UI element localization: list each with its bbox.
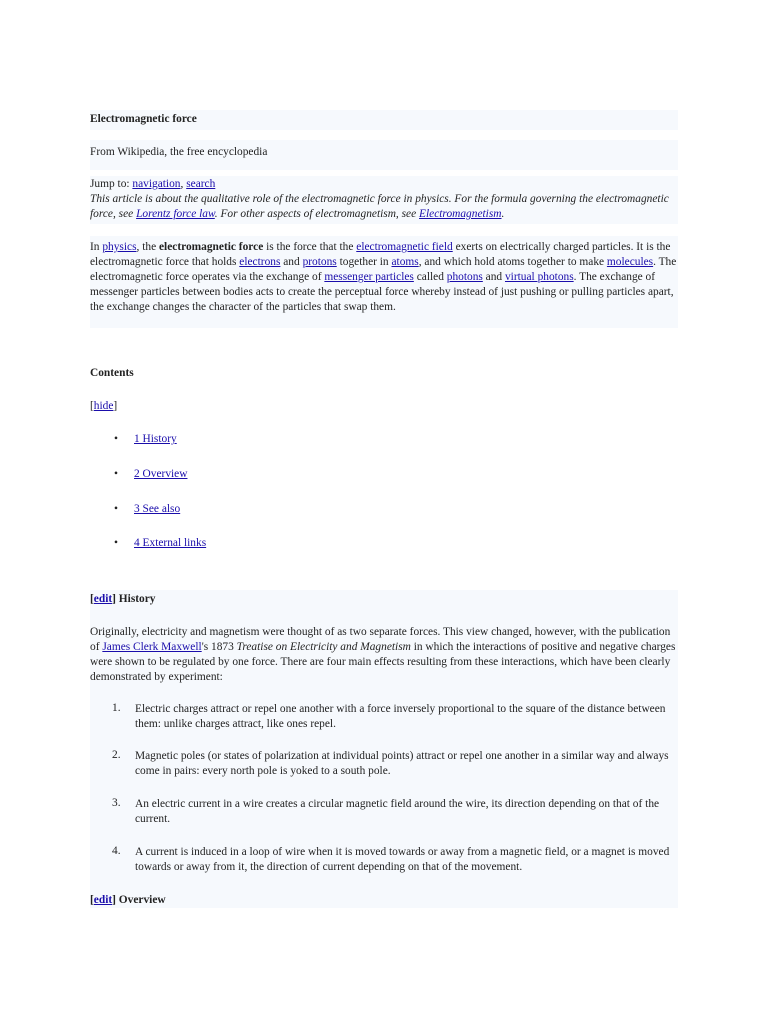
bullet-icon: • xyxy=(114,468,118,480)
toc xyxy=(90,366,678,556)
toc-toggle xyxy=(90,399,117,414)
edit-bracket: [ xyxy=(90,894,94,906)
intro-text: and xyxy=(280,256,303,268)
overview-edit-link[interactable]: edit xyxy=(93,894,113,906)
maxwell-link[interactable]: James Clerk Maxwell xyxy=(102,641,202,653)
toc-link-see-also[interactable]: 3 See also xyxy=(134,503,181,515)
messenger-particles-link[interactable]: messenger particles xyxy=(324,271,414,283)
intro-text: , and which hold atoms together to make xyxy=(418,256,607,268)
toc-link-overview[interactable]: 2 Overview xyxy=(134,468,188,480)
toc-item xyxy=(114,433,177,445)
electromagnetic-field-link[interactable]: electromagnetic field xyxy=(356,241,453,253)
subtitle-block xyxy=(90,140,678,170)
history-heading xyxy=(90,592,156,607)
toc-hide-link[interactable]: hide xyxy=(93,400,114,412)
atoms-link[interactable]: atoms xyxy=(391,256,419,268)
intro-bold-term: electromagnetic force xyxy=(159,241,264,253)
hatnote xyxy=(90,192,678,222)
toc-item xyxy=(114,537,206,549)
effect-text: A current is induced in a loop of wire when it is moved towards or away from a magnetic field, or a magnet is moved towards or away from it, the direction of current depending on that of the movement. xyxy=(135,846,670,873)
history-title: History xyxy=(115,593,156,605)
source-line: From Wikipedia, the free encyclopedia xyxy=(90,146,268,158)
intro-block xyxy=(90,236,678,328)
intro-text: In xyxy=(90,241,103,253)
effect-text: Magnetic poles (or states of polarization at individual points) attract or repel one another in a similar way and always come in pairs: every north pole is yoked to a south pole. xyxy=(135,750,669,777)
history-paragraph xyxy=(90,625,678,685)
intro-text: . The electromagnetic force operates via the exchange of xyxy=(90,256,677,283)
intro-text: exerts on electrically charged particles. It is the electromagnetic force that holds xyxy=(90,241,671,268)
electromagnetism-link[interactable]: Electromagnetism xyxy=(419,208,502,220)
history-edit-link[interactable]: edit xyxy=(93,593,113,605)
jump-navigation-link[interactable]: navigation xyxy=(132,178,181,190)
intro-text: , the xyxy=(136,241,159,253)
intro-text: . The exchange of messenger particles between bodies acts to create the perceptual force whereby instead of just pushing or pulling particles apart, the exchange changes the character of the particles that swap them. xyxy=(90,271,674,313)
toc-bracket: [ xyxy=(90,400,94,412)
molecules-link[interactable]: molecules xyxy=(606,256,654,268)
virtual-photons-link[interactable]: virtual photons xyxy=(504,271,574,283)
jump-separator: , xyxy=(180,178,187,190)
hatnote-text-2: . For other aspects of electromagnetism, see xyxy=(214,208,420,220)
jump-to xyxy=(90,176,678,192)
electrons-link[interactable]: electrons xyxy=(239,256,281,268)
intro-text: together in xyxy=(336,256,392,268)
history-section xyxy=(90,590,678,908)
edit-bracket: [ xyxy=(90,593,94,605)
lorentz-force-law-link[interactable]: Lorentz force law xyxy=(136,208,215,220)
history-text: 's 1873 xyxy=(201,641,237,653)
jump-to-label: Jump to: xyxy=(90,178,133,190)
intro-text: and xyxy=(482,271,505,283)
page-title: Electromagnetic force xyxy=(90,113,197,125)
bullet-icon: • xyxy=(114,537,118,549)
overview-title: Overview xyxy=(115,894,166,906)
history-text: in which the interactions of positive and negative charges were shown to be regulated by one force. There are four main effects resulting from these interactions, which have been clearly demonstrated by experiment: xyxy=(90,641,676,683)
intro-paragraph xyxy=(90,236,678,315)
effect-number: 4. xyxy=(112,845,121,857)
physics-link[interactable]: physics xyxy=(102,241,137,253)
toc-link-external-links[interactable]: 4 External links xyxy=(134,537,207,549)
intro-text: called xyxy=(413,271,447,283)
hatnote-block xyxy=(90,176,678,224)
treatise-title: Treatise on Electricity and Magnetism xyxy=(236,641,411,653)
article-header xyxy=(90,110,678,130)
bullet-icon: • xyxy=(114,503,118,515)
effect-text: An electric current in a wire creates a circular magnetic field around the wire, its direction depending on that of the current. xyxy=(135,798,660,825)
bullet-icon: • xyxy=(114,433,118,445)
toc-title: Contents xyxy=(90,367,134,379)
effect-number: 1. xyxy=(112,702,121,714)
toc-bracket: ] xyxy=(113,400,118,412)
hatnote-text-1: This article is about the qualitative role of the electromagnetic force in physics. For the formula governing the electromagnetic force, see xyxy=(90,193,669,220)
toc-link-history[interactable]: 1 History xyxy=(134,433,177,445)
effect-number: 2. xyxy=(112,749,121,761)
edit-bracket: ] xyxy=(112,593,116,605)
edit-bracket: ] xyxy=(112,894,116,906)
history-text: Originally, electricity and magnetism were thought of as two separate forces. This view changed, however, with the publication of xyxy=(90,626,671,653)
toc-item xyxy=(114,468,187,480)
photons-link[interactable]: photons xyxy=(446,271,483,283)
hatnote-text-3: . xyxy=(501,208,505,220)
intro-text: is the force that the xyxy=(263,241,357,253)
effect-number: 3. xyxy=(112,797,121,809)
overview-heading xyxy=(90,893,166,908)
protons-link[interactable]: protons xyxy=(302,256,337,268)
effect-text: Electric charges attract or repel one another with a force inversely proportional to the square of the distance between them: unlike charges attract, like ones repel. xyxy=(135,703,666,730)
toc-item xyxy=(114,503,180,515)
jump-search-link[interactable]: search xyxy=(186,178,216,190)
